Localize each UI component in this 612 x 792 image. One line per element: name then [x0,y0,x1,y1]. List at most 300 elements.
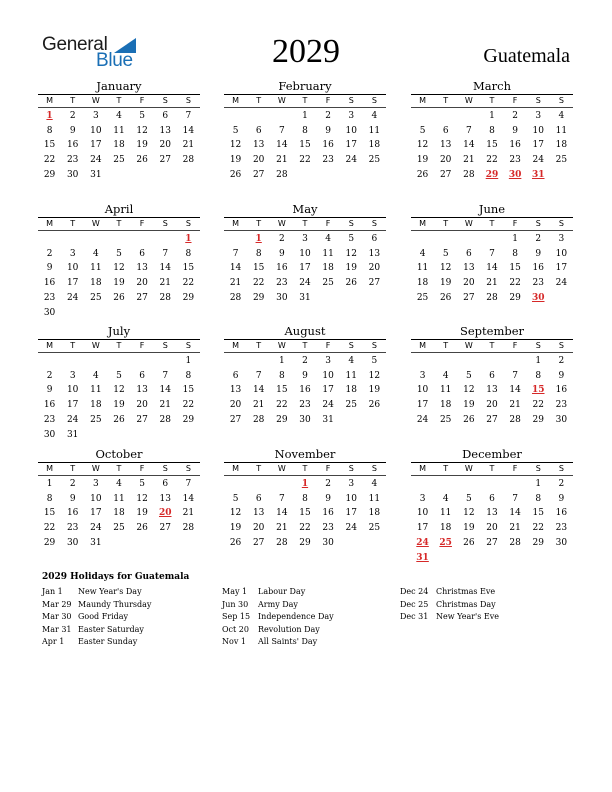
weekday-label: F [139,96,145,105]
date-cell: 17 [345,508,357,519]
holiday-row [42,636,217,649]
date-cell: 22 [486,155,498,166]
weekday-label: T [256,464,262,473]
date-cell: 23 [299,400,311,411]
date-cell: 1 [535,356,542,366]
date-cell: 21 [159,400,171,411]
date-cell: 26 [229,537,242,548]
holiday-row [42,586,217,599]
month-title: July [107,324,131,338]
month-august [224,324,386,442]
date-cell: 27 [368,278,381,289]
date-cell: 28 [509,414,521,425]
date-cell: 4 [558,111,565,121]
date-cell: 7 [465,125,472,136]
date-cell: 8 [46,125,53,136]
date-cell: 11 [368,125,381,136]
date-cell: 23 [43,414,56,425]
weekday-label: T [443,96,449,105]
holiday-name: Christmas Day [436,599,496,609]
date-cell: 26 [113,292,125,303]
date-cell: 25 [368,523,381,534]
date-cell: 31 [322,414,334,425]
date-cell: 11 [439,508,452,519]
date-cell: 15 [509,263,521,274]
date-cell: 22 [182,400,195,411]
weekday-label: W [464,464,473,473]
month-title: November [274,447,336,461]
date-cell: 16 [555,385,568,396]
month-title: May [292,202,318,216]
date-cell: 4 [419,248,426,259]
date-cell: 25 [322,278,334,289]
weekday-label: S [348,96,354,105]
date-cell: 15 [43,508,56,519]
date-cell: 7 [162,370,169,381]
holiday-name: Labour Day [258,587,306,596]
date-cell: 21 [509,400,521,411]
date-cell: 21 [486,278,498,289]
date-cell: 2 [325,111,331,121]
weekday-label: M [419,96,427,105]
weekday-divider [411,352,573,353]
date-cell: 10 [90,493,102,504]
date-cell: 3 [419,370,426,381]
date-cell: 11 [90,263,102,274]
date-cell: 13 [486,508,498,519]
holiday-row [222,586,397,599]
date-cell: 4 [371,111,378,121]
holiday-name: Independence Day [258,612,334,621]
date-cell: 17 [90,508,102,519]
date-cell: 1 [278,356,285,366]
weekday-label: M [232,464,240,473]
month-title: March [473,79,511,93]
holiday-name: Maundy Thursday [78,599,152,609]
date-cell: 28 [252,414,265,425]
weekday-divider [38,230,200,231]
date-cell: 16 [66,508,79,519]
date-cell: 15 [299,508,311,519]
date-cell: 10 [90,125,102,136]
holiday-date: Dec 25 [400,599,429,609]
date-cell: 22 [252,278,265,289]
date-cell: 21 [252,400,265,411]
holiday-name: New Year's Day [78,587,142,596]
date-cell: 4 [371,479,378,489]
holiday-row [222,599,397,612]
weekday-label: S [348,219,354,228]
date-cell: 4 [92,370,99,381]
weekday-divider [411,475,573,476]
date-cell: 1 [512,234,518,244]
date-cell: 11 [90,385,102,396]
month-divider [224,217,386,218]
weekday-label: W [277,219,286,228]
date-cell: 18 [555,140,568,151]
date-cell: 23 [532,278,544,289]
date-cell: 30 [555,414,568,425]
date-cell: 19 [113,278,125,289]
weekday-label: S [371,219,377,228]
date-cell: 28 [276,537,288,548]
weekday-label: T [70,219,76,228]
month-divider [224,339,386,340]
date-cell: 8 [489,125,495,136]
date-cell: 13 [252,140,265,151]
month-january [38,79,200,197]
date-cell: 3 [558,234,565,244]
date-cell: 14 [182,493,195,504]
date-cell: 18 [368,508,381,519]
weekday-label: F [325,464,331,473]
date-cell: 9 [535,248,542,259]
month-divider [38,339,200,340]
date-cell: 4 [348,356,355,366]
date-cell: 7 [512,370,518,381]
holiday-date: Mar 31 [42,624,72,634]
date-cell: 24 [345,523,357,534]
date-cell: 22 [299,155,311,166]
date-cell: 16 [509,140,521,151]
date-cell: 10 [66,263,79,274]
date-cell: 26 [463,414,475,425]
holiday-date-cell: 25 [439,537,452,548]
date-cell: 4 [116,479,122,489]
date-cell: 8 [46,493,53,504]
date-cell: 12 [229,140,242,151]
date-cell: 20 [368,263,381,274]
page-title-year: 2029 [272,33,340,70]
date-cell: 6 [489,493,495,504]
date-cell: 17 [322,385,334,396]
date-cell: 11 [368,493,381,504]
date-cell: 17 [66,278,79,289]
weekday-label: W [277,464,286,473]
weekday-label: S [162,96,168,105]
date-cell: 3 [69,370,76,381]
date-cell: 12 [439,263,452,274]
date-cell: 13 [439,140,452,151]
date-cell: 27 [136,292,148,303]
holiday-date: Apr 1 [42,637,65,646]
date-cell: 21 [182,508,195,519]
date-cell: 14 [276,508,288,519]
weekday-label: S [162,464,168,473]
weekday-label: M [46,96,54,105]
date-cell: 7 [512,493,518,504]
date-cell: 6 [442,125,449,136]
weekday-label: T [116,464,122,473]
weekday-label: W [91,219,100,228]
weekday-label: F [139,341,145,350]
holiday-date: Jun 30 [222,599,249,609]
month-october [38,447,200,565]
date-cell: 5 [348,234,355,244]
date-cell: 11 [439,385,452,396]
date-cell: 12 [136,493,148,504]
date-cell: 18 [90,400,102,411]
date-cell: 27 [486,537,498,548]
date-cell: 28 [229,292,242,303]
date-cell: 17 [66,400,79,411]
date-cell: 31 [299,292,311,303]
date-cell: 20 [159,140,171,151]
date-cell: 6 [255,125,262,136]
date-cell: 10 [555,248,568,259]
date-cell: 2 [535,234,542,244]
month-december [411,447,573,565]
date-cell: 23 [509,155,521,166]
date-cell: 18 [345,385,357,396]
holiday-date-cell: 31 [531,169,545,180]
date-cell: 16 [299,385,311,396]
date-cell: 17 [345,140,357,151]
date-cell: 6 [489,370,495,381]
weekday-label: F [325,341,331,350]
weekday-label: T [443,341,449,350]
weekday-label: F [325,96,331,105]
weekday-label: S [558,219,564,228]
date-cell: 26 [345,278,357,289]
date-cell: 12 [463,385,475,396]
date-cell: 28 [463,169,475,180]
holiday-date-cell: 31 [416,552,429,563]
date-cell: 13 [486,385,498,396]
holiday-date: Dec 24 [400,587,429,596]
weekday-label: S [535,341,541,350]
date-cell: 11 [113,125,125,136]
date-cell: 24 [66,292,79,303]
date-cell: 8 [185,370,192,381]
month-title: August [284,324,326,338]
weekday-label: F [512,464,518,473]
date-cell: 6 [162,111,169,121]
weekday-label: W [464,96,473,105]
date-cell: 25 [90,414,102,425]
weekday-label: T [70,96,76,105]
date-cell: 24 [90,155,102,166]
date-cell: 9 [558,493,565,504]
weekday-label: F [512,219,518,228]
logo-word-general: General [42,34,108,55]
month-title: January [96,79,142,93]
date-cell: 23 [555,400,568,411]
holiday-name: Army Day [258,599,298,609]
weekday-label: W [277,341,286,350]
weekday-label: T [70,464,76,473]
date-cell: 27 [252,169,265,180]
date-cell: 14 [463,140,475,151]
date-cell: 3 [535,111,542,121]
date-cell: 17 [90,140,102,151]
date-cell: 12 [368,370,381,381]
date-cell: 7 [255,370,262,381]
holiday-date-cell: 1 [46,111,53,121]
weekday-label: S [348,464,354,473]
month-divider [224,94,386,95]
date-cell: 5 [139,479,145,489]
month-title: December [462,447,522,461]
date-cell: 20 [486,523,498,534]
weekday-label: S [348,341,354,350]
date-cell: 15 [486,140,498,151]
date-cell: 3 [69,248,76,259]
weekday-divider [411,107,573,108]
date-cell: 23 [43,292,56,303]
date-cell: 7 [489,248,495,259]
date-cell: 12 [463,508,475,519]
date-cell: 13 [159,493,171,504]
date-cell: 3 [419,493,426,504]
date-cell: 23 [66,155,79,166]
date-cell: 10 [416,385,429,396]
date-cell: 25 [113,523,125,534]
date-cell: 19 [439,278,452,289]
holiday-row [42,624,217,637]
date-cell: 9 [558,370,565,381]
date-cell: 6 [139,370,145,381]
date-cell: 14 [252,385,265,396]
weekday-label: T [489,96,495,105]
date-cell: 12 [113,385,125,396]
weekday-label: M [46,341,54,350]
weekday-label: W [464,219,473,228]
date-cell: 16 [555,508,568,519]
date-cell: 19 [416,155,429,166]
holiday-row [400,599,575,612]
date-cell: 27 [136,414,148,425]
date-cell: 11 [555,125,568,136]
weekday-label: M [419,464,427,473]
month-title: October [95,447,143,461]
weekday-label: S [558,341,564,350]
date-cell: 18 [439,523,452,534]
holiday-date: Oct 20 [222,624,249,634]
date-cell: 15 [182,385,195,396]
date-cell: 13 [136,385,148,396]
weekday-label: T [256,96,262,105]
date-cell: 29 [532,414,544,425]
date-cell: 2 [302,356,308,366]
weekday-divider [224,475,386,476]
date-cell: 15 [252,263,265,274]
weekday-label: S [535,96,541,105]
date-cell: 11 [345,370,357,381]
date-cell: 2 [46,370,53,381]
date-cell: 26 [136,155,148,166]
weekday-label: W [91,341,100,350]
date-cell: 6 [465,248,472,259]
weekday-divider [224,230,386,231]
date-cell: 2 [46,248,53,259]
date-cell: 20 [229,400,242,411]
date-cell: 24 [416,414,429,425]
weekday-label: S [371,96,377,105]
date-cell: 20 [486,400,498,411]
date-cell: 25 [555,155,568,166]
date-cell: 1 [185,356,192,366]
date-cell: 3 [92,111,99,121]
weekday-label: M [419,341,427,350]
date-cell: 5 [232,493,239,504]
holiday-name: Christmas Eve [436,587,496,596]
date-cell: 11 [113,493,125,504]
holiday-date-cell: 1 [185,234,192,244]
date-cell: 20 [252,155,265,166]
weekday-divider [224,107,386,108]
weekday-label: S [185,96,191,105]
date-cell: 28 [509,537,521,548]
month-divider [411,462,573,463]
weekday-label: T [116,219,122,228]
date-cell: 27 [439,169,452,180]
month-title: April [104,202,134,216]
date-cell: 30 [66,169,79,180]
date-cell: 15 [182,263,195,274]
date-cell: 3 [92,479,99,489]
date-cell: 17 [416,400,429,411]
date-cell: 3 [302,234,308,244]
date-cell: 21 [182,140,195,151]
holiday-date: Mar 29 [42,599,72,609]
date-cell: 9 [325,493,331,504]
date-cell: 31 [66,429,79,440]
date-cell: 14 [159,263,171,274]
date-cell: 27 [159,155,171,166]
holiday-list-title: 2029 Holidays for Guatemala [42,572,190,582]
date-cell: 10 [416,508,429,519]
holiday-date-cell: 1 [255,234,262,244]
date-cell: 12 [229,508,242,519]
date-cell: 7 [278,125,285,136]
month-march [411,79,573,197]
date-cell: 14 [229,263,242,274]
date-cell: 26 [229,169,242,180]
date-cell: 16 [43,278,56,289]
date-cell: 9 [512,125,518,136]
date-cell: 7 [232,248,239,259]
month-divider [38,94,200,95]
weekday-label: S [558,96,564,105]
holiday-date: May 1 [222,587,248,596]
date-cell: 15 [276,385,288,396]
date-cell: 4 [325,234,331,244]
holiday-column [42,586,217,649]
holiday-name: Easter Sunday [78,637,138,646]
date-cell: 29 [182,292,195,303]
date-cell: 13 [368,248,381,259]
date-cell: 17 [532,140,544,151]
weekday-label: T [489,464,495,473]
date-cell: 9 [325,125,331,136]
date-cell: 28 [276,169,288,180]
date-cell: 5 [232,125,239,136]
date-cell: 29 [182,414,195,425]
date-cell: 2 [512,111,518,121]
date-cell: 4 [116,111,122,121]
date-cell: 26 [416,169,429,180]
date-cell: 7 [185,111,192,121]
weekday-label: T [443,464,449,473]
month-february [224,79,386,197]
date-cell: 9 [46,263,53,274]
date-cell: 9 [278,248,285,259]
date-cell: 1 [302,111,308,121]
date-cell: 6 [255,493,262,504]
month-title: June [478,202,506,216]
date-cell: 26 [439,292,452,303]
